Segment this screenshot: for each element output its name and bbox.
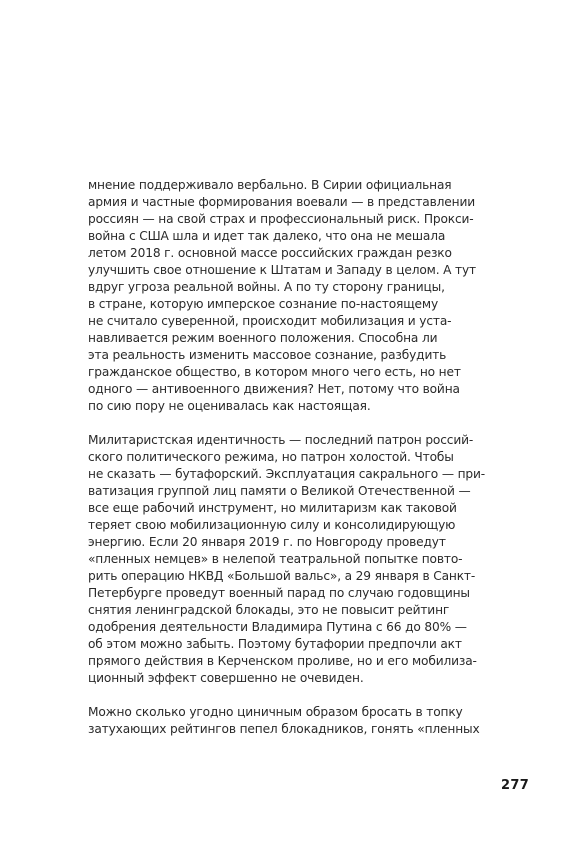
paragraph-gap (88, 687, 488, 704)
text-line: Можно сколько угодно циничным образом бросать в топку (88, 705, 463, 719)
page-number: 277 (501, 778, 530, 793)
text-line: все еще рабочий инструмент, но милитаризм как таковой (88, 501, 457, 515)
text-line: мнение поддерживало вербально. В Сирии официальная (88, 178, 452, 192)
text-line: не сказать — бутафорский. Эксплуатация сакрального — при- (88, 467, 486, 481)
text-line: рить операцию НКВД «Большой вальс», а 29 января в Санкт- (88, 569, 476, 583)
text-line: эта реальность изменить массовое сознание, разбудить (88, 348, 447, 362)
text-line: Петербурге проведут военный парад по случаю годовщины (88, 586, 470, 600)
text-line: россиян — на свой страх и профессиональный риск. Прокси- (88, 212, 474, 226)
text-line: вдруг угроза реальной войны. А по ту сторону границы, (88, 280, 445, 294)
text-line: армия и частные формирования воевали — в представлении (88, 195, 475, 209)
paragraph-gap (88, 415, 488, 432)
text-line: улучшить свое отношение к Штатам и Западу в целом. А тут (88, 263, 477, 277)
paragraph-1 (88, 177, 488, 415)
text-line: по сию пору не оценивалась как настоящая. (88, 399, 371, 413)
paragraph-2 (88, 432, 488, 687)
text-line: ционный эффект совершенно не очевиден. (88, 671, 364, 685)
text-line: снятия ленинградской блокады, это не повысит рейтинг (88, 603, 450, 617)
text-line: летом 2018 г. основной массе российских граждан резко (88, 246, 452, 260)
text-line: энергию. Если 20 января 2019 г. по Новгороду проведут (88, 535, 446, 549)
text-line: гражданское общество, в котором много чего есть, но нет (88, 365, 461, 379)
body-text (88, 177, 488, 738)
text-line: одного — антивоенного движения? Нет, потому что война (88, 382, 460, 396)
text-line: ватизация группой лиц памяти о Великой Отечественной — (88, 484, 471, 498)
text-line: прямого действия в Керченском проливе, но и его мобилиза- (88, 654, 477, 668)
text-line: ского политического режима, но патрон холостой. Чтобы (88, 450, 454, 464)
text-line: теряет свою мобилизационную силу и консолидирующую (88, 518, 456, 532)
paragraph-3 (88, 704, 488, 738)
text-line: одобрения деятельности Владимира Путина с 66 до 80% — (88, 620, 467, 634)
text-line: не считало суверенной, происходит мобилизация и уста- (88, 314, 452, 328)
text-line: «пленных немцев» в нелепой театральной попытке повто- (88, 552, 463, 566)
text-line: война с США шла и идет так далеко, что она не мешала (88, 229, 446, 243)
text-line: затухающих рейтингов пепел блокадников, гонять «пленных (88, 722, 480, 736)
text-line: Милитаристская идентичность — последний патрон россий- (88, 433, 474, 447)
text-line: в стране, которую имперское сознание по-настоящему (88, 297, 439, 311)
text-line: навливается режим военного положения. Способна ли (88, 331, 438, 345)
text-line: об этом можно забыть. Поэтому бутафории предпочли акт (88, 637, 462, 651)
